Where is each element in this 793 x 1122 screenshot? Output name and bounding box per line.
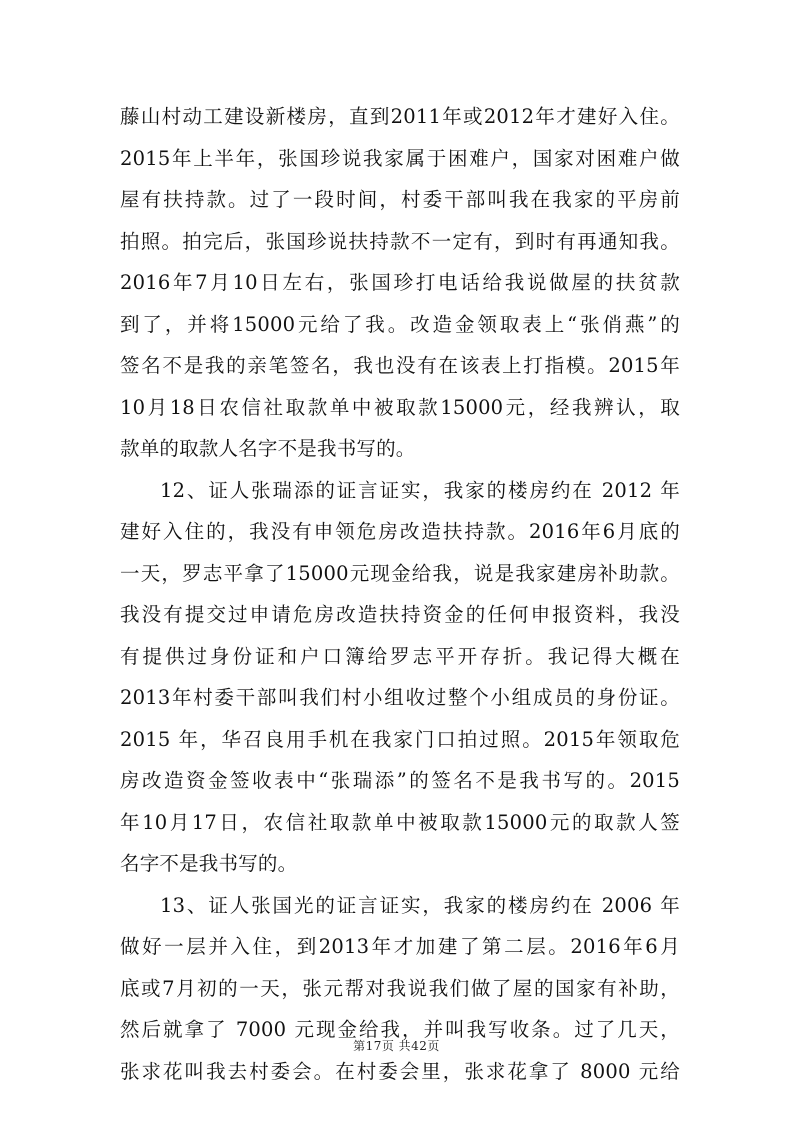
text-line: 签名不是我的亲笔签名，我也没有在该表上打指模。2015年	[120, 354, 680, 377]
page-number-footer: 第17页 共42页	[353, 1039, 440, 1053]
paragraph-start-line: 12、证人张瑞添的证言证实，我家的楼房约在 2012 年	[160, 478, 680, 502]
text-line: 2015年上半年，张国珍说我家属于困难户，国家对困难户做	[120, 146, 680, 170]
text-line: 2015 年，华召良用手机在我家门口拍过照。2015年领取危	[120, 727, 680, 751]
text-line: 2013年村委干部叫我们村小组收过整个小组成员的身份证。	[120, 686, 680, 709]
text-line: 有提供过身份证和户口簿给罗志平开存折。我记得大概在	[120, 644, 680, 668]
text-line: 名字不是我书写的。	[120, 852, 298, 875]
text-line: 房改造资金签收表中“张瑞添”的签名不是我书写的。2015	[120, 769, 680, 792]
text-line: 年10月17日，农信社取款单中被取款15000元的取款人签	[120, 810, 680, 834]
text-line: 张求花叫我去村委会。在村委会里，张求花拿了 8000 元给	[120, 1059, 680, 1083]
paragraph-start-line: 13、证人张国光的证言证实，我家的楼房约在 2006 年	[160, 893, 680, 917]
text-line: 10月18日农信社取款单中被取款15000元，经我辨认，取	[120, 395, 680, 419]
text-line: 款单的取款人名字不是我书写的。	[120, 437, 416, 460]
text-line: 2016年7月10日左右，张国珍打电话给我说做屋的扶贫款	[120, 271, 680, 294]
text-line: 底或7月初的一天，张元帮对我说我们做了屋的国家有补助，	[120, 976, 680, 1000]
text-line: 我没有提交过申请危房改造扶持资金的任何申报资料，我没	[120, 603, 680, 626]
text-line: 一天，罗志平拿了15000元现金给我，说是我家建房补助款。	[120, 561, 680, 585]
text-line: 到了，并将15000元给了我。改造金领取表上“张俏燕”的	[120, 312, 680, 336]
text-line: 屋有扶持款。过了一段时间，村委干部叫我在我家的平房前	[120, 188, 680, 211]
body-text	[120, 96, 680, 1092]
text-line: 然后就拿了 7000 元现金给我，并叫我写收条。过了几天，	[120, 1018, 680, 1041]
text-line: 拍照。拍完后，张国珍说扶持款不一定有，到时有再通知我。	[120, 229, 680, 253]
text-line: 做好一层并入住，到2013年才加建了第二层。2016年6月	[120, 935, 680, 958]
text-line: 建好入住的，我没有申领危房改造扶持款。2016年6月底的	[120, 520, 680, 543]
text-line: 藤山村动工建设新楼房，直到2011年或2012年才建好入住。	[120, 105, 680, 128]
